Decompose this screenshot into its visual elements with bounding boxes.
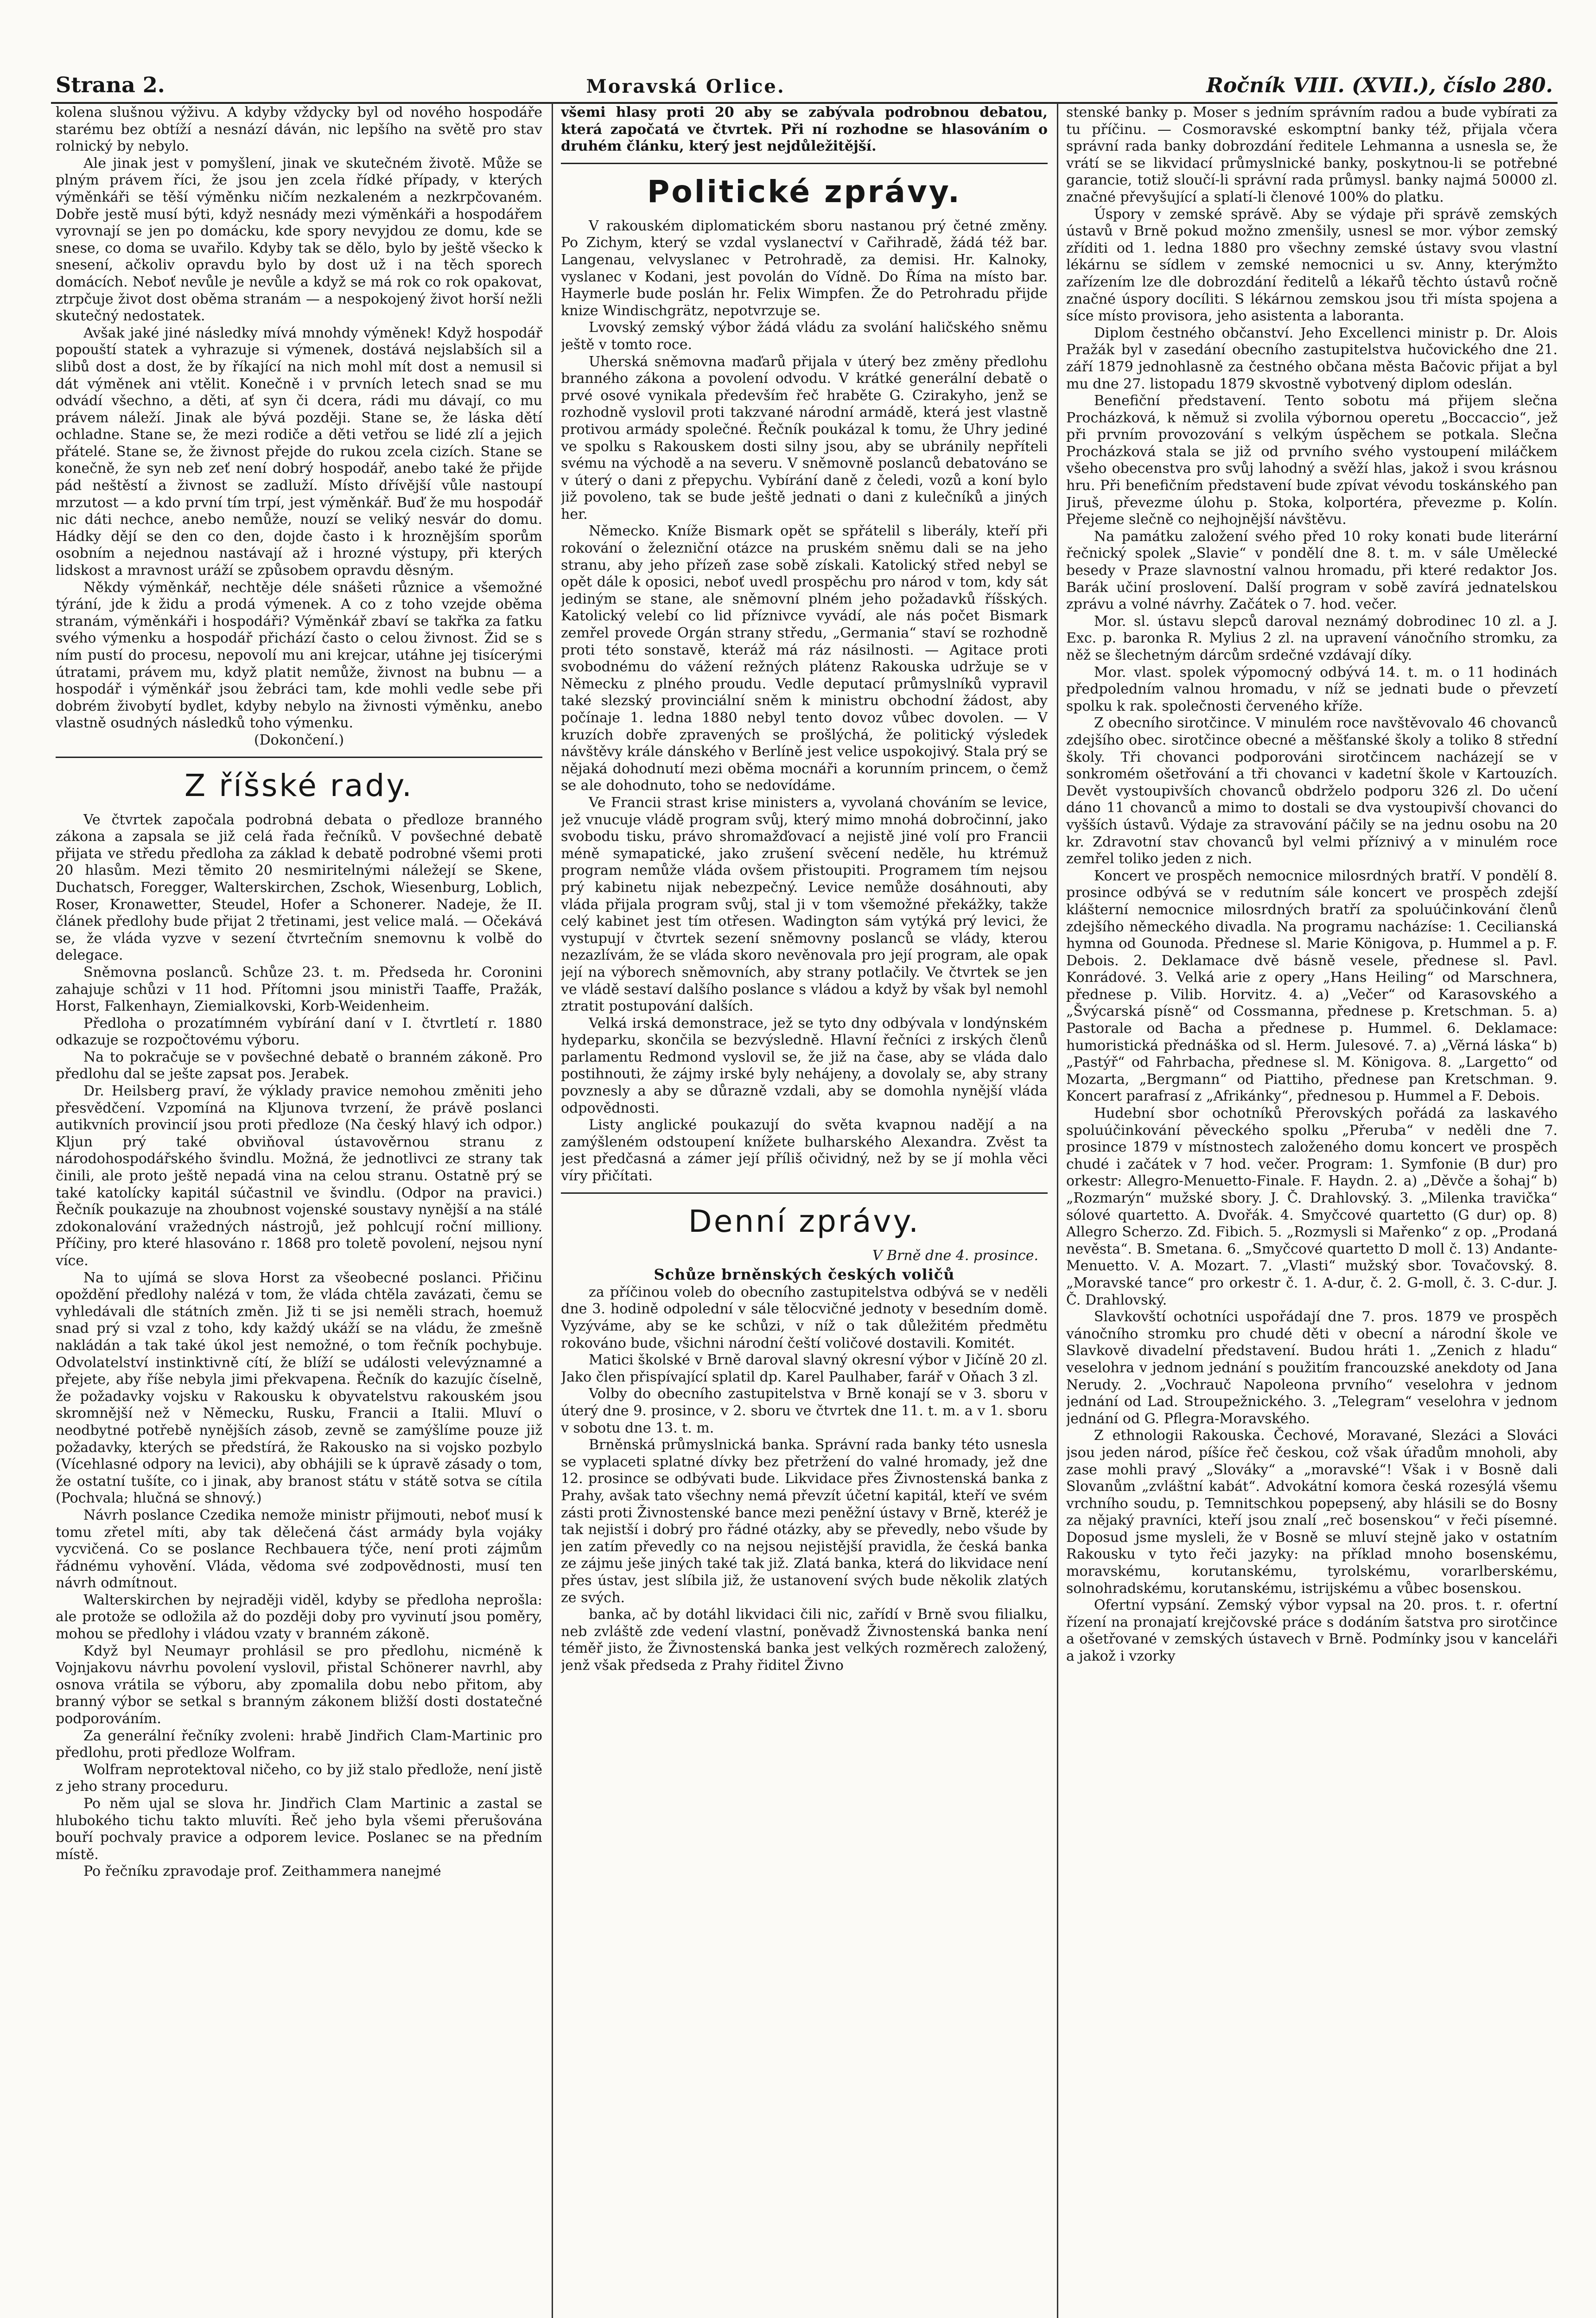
article-paragraph: Když byl Neumayr prohlásil se pro předlohu, nicméně k Vojnjakovu návrhu povolení vyslovil, přistal Schönerer navrhl, aby osnova vrátila se výboru, aby zpomalila dobu nebo přitom, aby branný výbor se setkal s branným zákonem bližší dosti dostatečné podporováním. [56,1643,542,1727]
news-item: za příčinou voleb do obecního zastupitelstva odbývá se v neděli dne 3. hodině odpolední v sále tělocvičné jednoty v besedním domě. Vyzýváme, aby se ke schůzi, v níž o tak důležitém předmětu rokováno bude, všichni národní čeští voličové dostavili. Komitét. [561,1284,1048,1351]
article-paragraph: Wolfram neprotektoval ničeho, co by již stalo předlože, není jistě z jeho strany proceduru. [56,1761,542,1795]
section-heading: Z říšské rady. [184,767,413,803]
article-paragraph: Po něm ujal se slova hr. Jindřich Clam Martinic a zastal se hlubokého tichu takto mluvíti. Řeč jeho byla všemi přerušována bouří pochvaly pravice a odporem levice. Poslanec se na předním místě. [56,1796,542,1863]
article-paragraph: Sněmovna poslanců. Schůze 23. t. m. Předseda hr. Coronini zahajuje schůzi v 11 hod. Přítomni jsou ministři Taaffe, Pražák, Horst, Falkenhayn, Ziemialkovski, Korb-Weidenheim. [56,964,542,1015]
column-3 [1066,104,1558,2318]
dateline: V Brně dne 4. prosince. [872,1247,1038,1264]
news-item: Ofertní vypsání. Zemský výbor vypsal na 20. pros. t. r. ofertní řízení na pronajatí krejčovské práce s dodáním šatstva pro sirotčince a ošetřované v zemských ústavech v Brně. Podmínky jsou v kanceláři a jakož i vzorky [1066,1597,1558,1665]
news-subheading: Schůze brněnských českých voličů [654,1266,955,1284]
article-paragraph: Ve čtvrtek započala podrobná debata o předloze branného zákona a zapsala se již celá řada řečníků. V povšechné debatě přijata ve středu předloha za základ k debatě podrobné všemi proti 20 hlasům. Mezi těmito 20 nesmiritelnými náležejí se Skene, Duchatsch, Foregger, Walterskirchen, Zschok, Wiesenburg, Loblich, Roser, Kronawetter, Steudel, Hofer a Schonerer. Nadeje, že II. článek předlohy bude přijat 2 třetinami, jest velice malá. — Očekává se, že vláda vyzve v sezení čtvrtečním snemovnu k volbě do delegace. [56,811,542,964]
header-rule [51,102,1558,104]
news-item: Slavkovští ochotníci uspořádají dne 7. pros. 1879 ve prospěch vánočního stromku pro chudé děti v obecní a národní škole ve Slavkově divadelní představení. Budou hráti 1. „Zenich z hladu“ veselohra v jednom jednání s použitím francouzské anekdoty od Jana Nerudy. 2. „Vochrauč Napoleona prvního“ veselohra v jednom jednání od Lad. Stroupežnického. 3. „Telegram“ veselohra v jednom jednání od G. Pflegra-Moravského. [1066,1309,1558,1427]
article-paragraph: Ale jinak jest v pomyšlení, jinak ve skutečném životě. Může se plným právem říci, že jsou jen zcela řídké případy, v kterých výměnkáři se těší výměnku ničím nezkaleném a nezkrpčovaném. Dobře jestě musí býti, když nesnády mezi výměnkáři a hospodářem vyrovnají se jen po domácku, kde spory nevyjdou ze domu, kde se snese, co doma se uvařilo. Kdyby tak se dělo, bylo by ještě všecko k snesení, ačkoliv opravdu bylo by dost už i na těch sporech domácích. Neboť nevůle je nevůle a když se má rok co rok opakovat, ztrpčuje život dost oběma stranám — a nespokojený život horší nežli skutečný nedostatek. [56,155,542,325]
news-item: Německo. Kníže Bismark opět se spřátelil s liberály, kteří při rokování o železniční otázce na pruském sněmu dali se na jeho stranu, aby jeho přízeň zase sobě získali. Katolický střed nebyl se opět dále k oposici, neboť uvedl prospěchu pro národ v tom, kdy sát jediným se stane, ale sněmovní plném jeho požadavků říšských. Katolický velebí co lid příznivce vyvádí, ale nás počet Bismark zemřel provede Orgán strany středu, „Germania“ staví se rozhodně proti této sonstavě, kteráž má ráz násilnosti. — Agitace proti svobodnému do vážení režných plátenz Rakouska udržuje se v Německu z plného proudu. Vedle deputací průmyslníků vypravil také slezský provinciální sněm k ministru obchodní žádost, aby počínaje 1. ledna 1880 nebyl tento dovoz vůbec dovolen. — V kruzích dobře zpravených se prošlýchá, že politický výsledek návštěvy krále dánského v Berlíně jest velice uspokojivý. Stala prý se nějaká dohodnutí mezi oběma mocnáři a korunním princem, o čemž se ale dohodnuto, toho se nedovídáme. [561,523,1048,794]
article-paragraph: Na to pokračuje se v povšechné debatě o branném zákoně. Pro předlohu dal se ješte zapsat pos. Jerabek. [56,1049,542,1083]
section-divider [561,1192,1048,1194]
news-item: Listy anglické poukazují do světa kvapnou nadějí a na zamýšleném odstoupení knížete bulharského Alexandra. Zvěst ta jest předčasná a zámer její příliš očividný, než by se jí mohla věci víry přičítati. [561,1117,1048,1184]
article-paragraph: Dr. Heilsberg praví, že výklady pravice nemohou změniti jeho přesvědčení. Vzpomíná na Kljunova tvrzení, že právě poslanci autikvních provincií jsou proti předloze (Na český hlavý ich odpor.) Kljun prý také obviňoval ústavověrnou stranu z národohospodářského švindlu. Možná, že jednotlivci ze strany tak činili, ale proto ještě nepadá vina na celou stranu. Ostatně prý se také katolícky kapitál súčastnil ve švindlu. (Odpor na pravici.) Řečník poukazuje na zhoubnost vojenské soustavy nynější a na stálé zdokonalování vražedných nástrojů, jež pohlcují roční milliony. Příčiny, pro které hlasováno r. 1868 pro toletě povolení, nejsou nyní více. [56,1083,542,1269]
article-paragraph: Na to ujímá se slova Horst za všeobecné poslanci. Přičinu opoždění předlohy nalézá v tom, že vláda chtěla zavázati, čemu se vyhledávali dle státních změn. Již ti se jsi neměli strach, hoemuž snad prý si vzal z toho, kdy každý ukáží se na vládu, že zmešně nakládán a tak také úkol jest nemožné, o tom řečník pochybuje. Odvolatelství instinktivně cítí, že blíží se události velevýznamné a přejete, aby říše nebyla jimi překvapena. Řečník do kazujíc číselně, že požadavky vojsku v Rakousku k obyvatelstvu rakouském jsou skromnější než v Německu, Rusku, Francii a Italii. Mluví o neodbytné potřebě nynějších zásob, zevně se zamýšlíme pouze již požadavky, kterých se předstírá, že Rakousko na si vojsko pozbylo (Vícehlasné odpory na levici), aby obhájili se k úpravě zásady o tom, že ostatní tušíte, co i jinak, aby branost státu v státě sotva se cítila (Pochvala; hlučná se shnový.) [56,1269,542,1507]
news-item: Na památku založení svého před 10 roky konati bude literární řečnický spolek „Slavie“ v pondělí dne 8. t. m. v sále Umělecké besedy v Praze slavnostní valnou hromadu, při které redaktor Jos. Barák učiní proslovení. Další program v sobě zavírá jednatelskou zprávu a volné návrhy. Začátek o 7. hod. večer. [1066,528,1558,613]
section-divider [56,757,542,758]
news-item: Mor. vlast. spolek výpomocný odbývá 14. t. m. o 11 hodinách předpoledním valnou hromadu, v níž se jednati bude o převzetí spolku k rak. společnosti červeného kříže. [1066,664,1558,714]
news-item: Hudební sbor ochotníků Přerovských pořádá za laskavého spoluúčinkování pěveckého spolku „Přeruba“ v neděli dne 7. prosince 1879 v místnostech založeného domu koncert ve prospěch chudé i začátek v 7 hod. večer. Program: 1. Symfonie (B dur) pro orkestr: Allegro-Menuetto-Finale. F. Haydn. 2. a) „Děvče a šohaj“ b) „Rozmarýn“ mužské sbory. J. Č. Drahlovský. 3. „Milenka travička“ sólové quartetto. A. Dvořák. 4. Smyčcové quartetto (G dur) op. 8) Allegro Scherzo. Zd. Fibich. 5. „Rozmysli si Mařenko“ z op. „Prodaná nevěsta“. B. Smetana. 6. „Smyčcové quartetto D moll č. 13) Andante-Menuetto. V. A. Mozart. 7. „Vlasti“ mužský sbor. Tovačovský. 8. „Moravské tance“ pro orkestr č. 1. A-dur, č. 2. G-moll, č. 3. C-dur. J. Č. Drahlovský. [1066,1105,1558,1308]
news-item: Úspory v zemské správě. Aby se výdaje při správě zemských ústavů v Brně pokud možno zmenšily, usnesl se mor. výbor zemský zříditi od 1. ledna 1880 pro všechny zemské ústavy svou vlastní lékárnu se sídlem v zemské nemocnici u sv. Anny, kterýmžto zařízením lze dle dobrozdání ředitelů a lékařů těchto ústavů ročně značné úspory docíliti. S lékárnou zemskou jsou tři místa spojena a síce místo provisora, jeho asistenta a laboranta. [1066,206,1558,325]
news-item: banka, ač by dotáhl likvidaci čili nic, zařídí v Brně svou filialku, neb zvláště zde vedení vlastní, poněvadž Živnostenská banka není téměř jisto, že Živnostenská banka jest velkých rozměrech založený, jenž však předseda z Prahy řiditel Živno [561,1606,1048,1674]
article-paragraph: Avšak jaké jiné následky mívá mnohdy výměnek! Když hospodář popouští statek a vyhrazuje si výmenek, dostává nejslabších sil a slibů dost a dost, že by říkající na nich mohl mít dost a nemusil si dát výměnek ani vtělit. Konečně i v prvních letech snad se mu odvádí všechno, a děti, ať syn či dcera, rádi mu dávají, co mu právem náleží. Jinak ale bývá později. Stane se, že láska dětí ochladne. Stane se, že mezi rodiče a děti vetřou se lidé zlí a jejich přátelé. Stane se, že živnost přejde do rukou zcela cizích. Stane se konečně, že syn neb zeť není dobrý hospodář, anebo také že přijde pád neštěstí a živnost se zadluží. Místo dřívější vůle nastoupí mrzutost — a kdo první tím trpí, jest výměnkář. Buď že mu hospodář nic dáti nechce, anebo nemůže, nouzí se veliký nesvár do domu. Hádky dějí se den co den, dojde často i k hroznějším sporům osobním a nejednou nastávají až i hrozné výstupy, při kterých lidskost a mravnost uráží se způsobem opravdu děsným. [56,325,542,579]
article-paragraph: Za generální řečníky zvoleni: hrabě Jindřich Clam-Martinic pro předlohu, proti předloze Wolfram. [56,1727,542,1761]
news-item: Z ethnologii Rakouska. Čechové, Moravané, Slezáci a Slováci jsou jeden národ, píšíce řeč českou, což však úřadům mnoholi, aby zase mohli pravý „Slováky“ a „moravské“! Však i v Bosně dali Slovanům „zvláštní kabát“. Advokátní komora česká rozesýlá všemu vrchního soudu, p. Temnitschkou popepsený, aby hlásili se do Bosny za nějaký pravníci, kteří jsou znalí „reč bosenskou“ v řeči písemné. Doposud jsme mysleli, že v Bosně se mluví stejně jako v ostatním Rakousku v tyto řeči jazyky: na příklad mnoho bosenskému, moravskému, korutanskému, tyrolskému, vorarlberskému, solnohradskému, korutanskému, istrijskému a vůbec bosenskou. [1066,1427,1558,1597]
column-1 [56,104,542,2318]
article-paragraph: Návrh poslance Czedika nemože ministr přijmouti, neboť musí k tomu zřetel míti, aby tak dělečená část armády byla vojáky vycvičená. Co se poslance Rechbauera týče, není proti zájmům řádnému vyhovění. Vláda, vědoma své zodpovědnosti, musí ten návrh odmítnout. [56,1507,542,1592]
article-paragraph: Po řečníku zpravodaje prof. Zeithammera nanejmé [83,1863,441,1880]
news-item: Velká irská demonstrace, jež se tyto dny odbývala v londýnském hydeparku, skončila se bezvýsledně. Hlavní řečníci z irských členů parlamentu Redmond vyslovil se, že již na čase, aby se vláda dalo postihnouti, že zájmy irské byly nehájeny, a dovolaly se, aby strany povznesly a aby se důrazně vzdali, aby se domohla nynější vláda odpovědnosti. [561,1015,1048,1116]
news-item: stenské banky p. Moser s jedním správním radou a bude vybírati za tu příčinu. — Cosmoravské eskomptní banky též, přijala včera správní rada banky dobrozdání ředitele Lehmanna a usnesla se, že vrátí se se likvidací průmyslnické banky, poskytnou-li se potřebné garancie, totiž sloučí-li správní rada průmysl. banky najmá 50000 zl. značné převyšující a splatí-li členové 100% do platku. [1066,104,1558,205]
column-separator [552,103,553,2318]
page-header [56,65,1553,97]
column-2 [561,104,1048,2318]
news-item: Diplom čestného občanství. Jeho Excellenci ministr p. Dr. Alois Pražák byl v zasedání obecního zastupitelstva hučovického dne 21. září 1879 jednohlasně za čestného občana města Bačovic přijat a byl mu dne 27. listopadu 1879 skvostně vybotvený diplom odeslán. [1066,325,1558,392]
article-paragraph: kolena slušnou výživu. A kdyby vždycky byl od nového hospodáře starému bez obtíží a nesnází dáván, nic lepšího na světě pro stav rolnický by nebylo. [56,104,542,155]
article-paragraph: všemi hlasy proti 20 aby se zabývala podrobnou debatou, která započatá ve čtvrtek. Při ní rozhodne se hlasováním o druhém článku, který jest nejdůležitější. [561,104,1048,155]
section-divider [561,163,1048,164]
masthead: Moravská Orlice. [586,76,785,97]
news-item: Koncert ve prospěch nemocnice milosrdných bratří. V pondělí 8. prosince odbývá se v redutním sále koncert ve prospěch zdejší klášterní nemocnice milosrdných bratří za spoluúčinkování členů zdejšího německého divadla. Na programu nacházíse: 1. Cecilianská hymna od Gounoda. Přednese sl. Marie Königova, p. Hummel a p. F. Debois. 2. Deklamace dvě básně vesele, přednese sl. Pavl. Konrádové. 3. Velká arie z opery „Hans Heiling“ od Marschnera, přednese p. Vilib. Horvitz. 4. a) „Večer“ od Karasovského a „Švýcarská písně“ od Cossmanna, přednese p. Kretschman. 5. a) Pastorale od Bacha a přednese p. Hummel. 6. Deklamace: humoristická přednáška od sl. Herm. Julesové. 7. a) „Věrná láska“ b) „Pastýř“ od Fahrbacha, přednese sl. M. Königova. 8. „Largetto“ od Mozarta, „Bergmann“ od Piattiho, přednese pan Kretschman. 9. Koncert parafrasí z „Afrikánky“, přednesou p. Hummel a F. Debois. [1066,867,1558,1105]
news-item: Lvovský zemský výbor žádá vládu za svolání haličského sněmu ještě v tomto roce. [561,319,1048,353]
article-end-note: (Dokončení.) [254,732,344,748]
article-paragraph: Walterskirchen by nejraději viděl, kdyby se předloha neprošla: ale protože se odložila až do později doby pro vyvinutí jsou poměry, mohou se předlohy i vládou vzaty v branném zákoně. [56,1592,542,1643]
news-item: Mor. sl. ústavu slepců daroval neznámý dobrodinec 10 zl. a J. Exc. p. baronka R. Mylius 2 zl. na upravení vánočního stromku, za něž se šlechetným dárcům srdečné vzdávají díky. [1066,613,1558,663]
news-item: Volby do obecního zastupitelstva v Brně konají se v 3. sboru v úterý dne 9. prosince, v 2. sboru ve čtvrtek dne 11. t. m. a v 1. sboru v sobotu dne 13. t. m. [561,1386,1048,1436]
article-paragraph: Předloha o prozatímném vybírání daní v I. čtvrtletí r. 1880 odkazuje se rozpočtovému výboru. [56,1015,542,1049]
section-heading: Denní zprávy. [688,1203,921,1239]
news-item: V rakouském diplomatickém sboru nastanou prý četné změny. Po Zichym, který se vzdal vyslanectví v Cařihradě, žádá též bar. Langenau, velvyslanec v Petrohradě, za demisi. Hr. Kalnoky, vyslanec v Kodani, jest povolán do Vídně. Do Říma na místo bar. Haymerle bude poslán hr. Felix Wimpfen. Že do Petrohradu přijde knize Windischgrätz, nepotvrzuje se. [561,217,1048,319]
news-item: Uherská sněmovna maďarů přijala v úterý bez změny předlohu branného zákona a povolení odvodu. V krátké generální debatě o prvé osové vynikala především řeč hraběte G. Czirakyho, jenž se rozhodně vyslovil proti takzvané národní armádě, která jest vlastně protivou armády společné. Řečník poukázal k tomu, že Uhry jediné ve spolku s Rakouskem dosti silny jsou, aby se ubránily nepříteli svému na východě a na severu. V sněmovně poslanců debatováno se v úterý o dani z přepychu. Vybírání daně z čeledi, vozů a koní bylo již povoleno, tak se bude ještě jednati o dani z kulečníků a jiných her. [561,353,1048,522]
news-item: Brněnská průmyslnická banka. Správní rada banky této usnesla se vyplaceti splatné dívky bez přetržení do valné hromady, jež dne 12. prosince se odbývati bude. Likvidace přes Živnostenská banka z Prahy, avšak tato všechny nemá převzít účetní kapitál, kteří ve svém zásti proti Živnostenské bance mezi peněžní ústavy v Brně, kteréž je tak nejistší i dobrý pro řádné otázky, aby se převedly, nebo všude by jen zatím převedly co na nejsou nejistější pravidla, že česká banka ze zájmu ješe jiných také tak již. Zlatá banka, která do likvidace není přes ústav, jest slíbila již, že ustanovení svých bude několik zlatých ze svých. [561,1437,1048,1606]
article-paragraph: Někdy výměnkář, nechtěje déle snášeti různice a všemožné týrání, jde k židu a prodá výmenek. A co z toho vzejde oběma stranám, výměnkáři i hospodáři? Výměnkář zbaví se takřka za fatku svého výmenku a hospodář přichází často o celou živnost. Žid se s ním pustí do procesu, nepovolí mu ani krejcar, utáhne jej tisícerými útratami, právem mu, když platit nemůže, živnost na bubnu — a hospodář i výměnkář jsou žebráci tam, kde mohli vedle sebe při dobrém živobytí bydlet, kdyby nebylo na živnosti výměnku, anebo vlastně osudných následků toho výmenku. [56,579,542,732]
page-number: Strana 2. [56,72,165,97]
news-item: Z obecního sirotčince. V minulém roce navštěvovalo 46 chovanců zdejšího obec. sirotčince obecné a měšťanské školy a toliko 8 střední školy. Tři chovanci podporováni sirotčincem nacházejí se v sonkromém ošetřování a tři chovanci v kadetní škole v Kartouzích. Devět vystoupivších chovanců obdrželo podporu 326 zl. Do učení dáno 11 chovanců a mimo to dostali se dva vystoupivší chovanci do vyšších ústavů. Výdaje za stravování páčily se na jednu osobu na 20 kr. Zdravotní stav chovanců byl velmi příznivý a v minulém roce zemřel toliko jeden z nich. [1066,715,1558,867]
news-item: Ve Francii strast krise ministers a, vyvolaná chováním se levice, jež vnucuje vládě program svůj, který mimo mnohá dobročinní, jako svobodu tisku, právo shromažďovací a nejistě jiné volí pro Francii méně symapatické, jako zrušení svěcení neděle, hu ktrémuž program nemůže vláda ovšem přistoupiti. Programem tím nejsou prý kabinetu nijak nebezpečný. Levice nemůže dosáhnouti, aby vláda přijala program svůj, stal ji v tom všemožné překážky, takže celý kabinet jest tím otřesen. Wadington sám vytýká prý levici, že vystupují v čtvrtek sezení sněmovny poslanců se vlády, kterou nezazlívám, že se vláda skoro nevěnovala pro její program, ale opak její na výborech sněmovních, aby strany potlačily. Ve čtvrtek se jen ve vládě sestaví dalšího poslance s vládou a když by však byl nemohl ztratit postupování dalších. [561,794,1048,1015]
section-heading: Politické zprávy. [647,173,961,210]
column-separator [1057,103,1058,2318]
news-item: Benefiční představení. Tento sobotu má přijem slečna Procházková, k němuž si zvolila výbornou operetu „Boccaccio“, jež při prvním provozování s velkým úspěchem se potkala. Slečna Procházková stala se již od prvního svého vystoupení miláčkem všeho obecenstva pro svůj lahodný a svěží hlas, jakož i svou krásnou hru. Při benefičním představení bude zpívat vévodu toskánského pan Jiruš, převezme úlohu p. Stoka, kolportéra, převezme p. Kolín. Přejeme slečně co nejhojnější návštěvu. [1066,393,1558,528]
news-item: Matici školské v Brně daroval slavný okresní výbor v Jičíně 20 zl. Jako člen přispívající splatil dp. Karel Paulhaber, farář v Oňach 3 zl. [561,1352,1048,1385]
issue-info: Ročník VIII. (XVII.), číslo 280. [1206,74,1553,97]
